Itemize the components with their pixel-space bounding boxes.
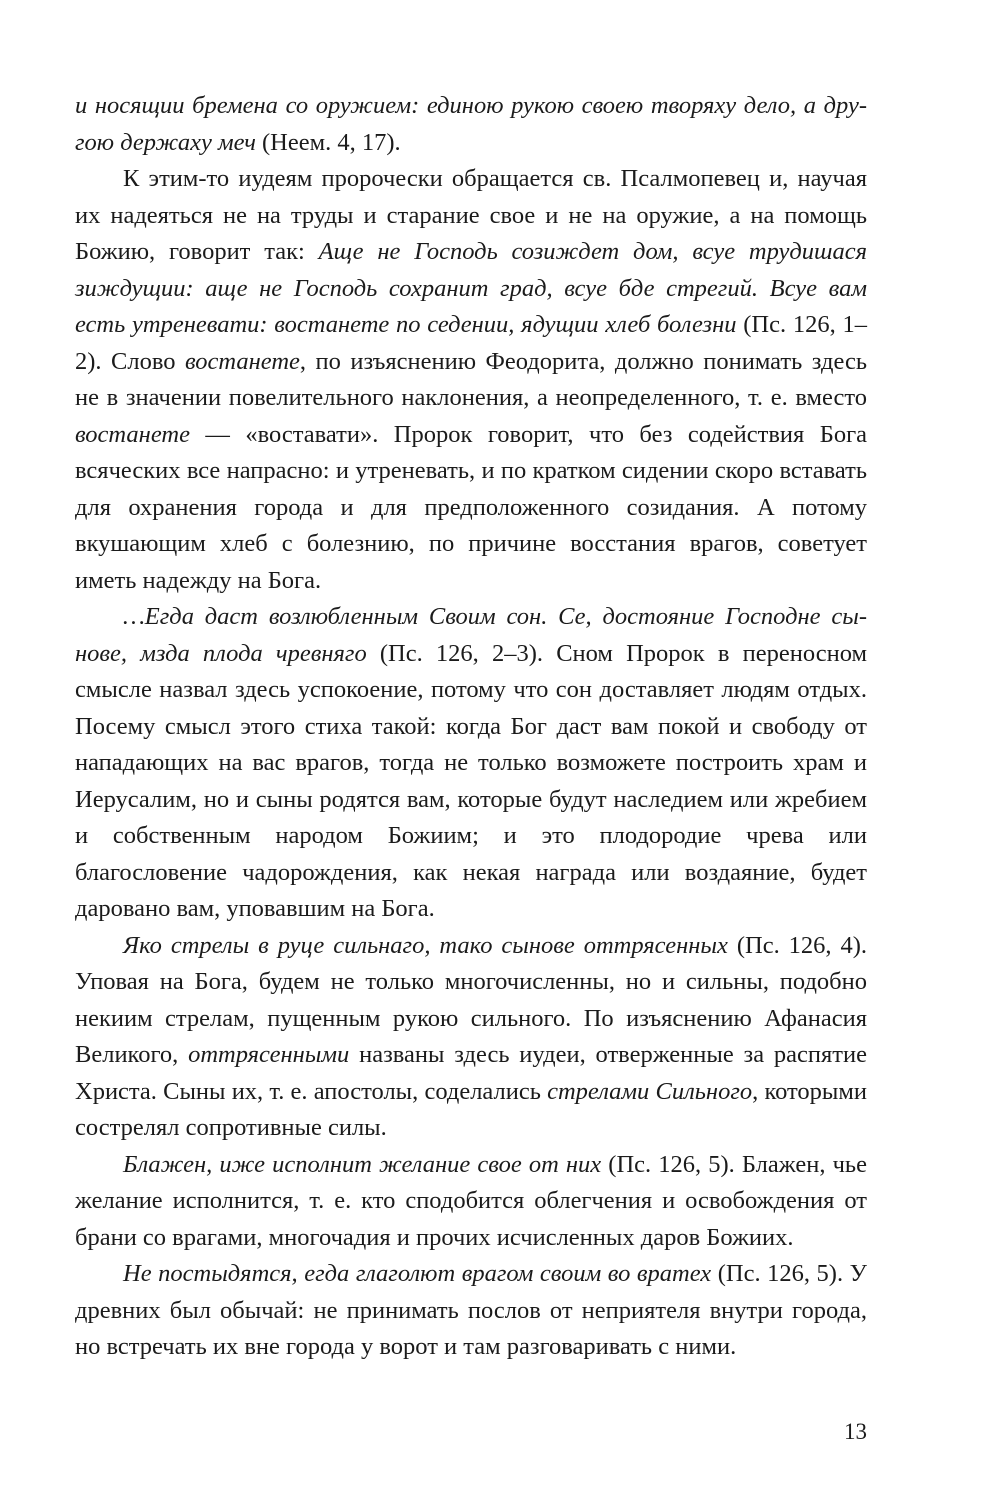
italic-quote: Яко стрелы в руце сильнаго, тако сынове оттрясенных (123, 931, 728, 959)
italic-quote: Не постыдятся, егда глаголют врагом своим во вратех (123, 1260, 712, 1287)
paragraph-4 (75, 928, 867, 1147)
paragraph-6 (75, 1256, 867, 1366)
italic-quote: востанете (184, 347, 300, 375)
italic-quote: …Егда даст возлюбленным Своим сон. Се, достояние Господне сынове, мзда плода чревняго (75, 603, 867, 667)
page-number: 13 (844, 1419, 867, 1444)
italic-quote: стрелами Сильного (547, 1077, 753, 1105)
paragraph-3 (75, 599, 867, 928)
italic-quote: Аще не Господь созиждет дом, всуе трудишася зиждущии: аще не Господь сохранит град, всуе бде стрегий. Всуе вам есть утреневати: востанете по седении, ядущии хлеб болезни (75, 238, 867, 338)
text-run: (Пс. 126, 2–3). Сном Пророк в переносном смысле назвал здесь успокоение, потому что сон доставляет людям отдых. Посему смысл этого стиха такой: когда Бог даст вам покой и свободу от нападающих на вас врагов, тогда не только возможете построить храм и Иерусалим, но и сыны родятся вам, которые будут наследием или жребием и собственным народом Божиим; и это плодородие чрева или благословение чадорождения, как некая награда или воздаяние, будет даровано вам, уповавшим на Бога. (75, 639, 867, 922)
paragraph-5 (75, 1147, 867, 1257)
paragraph-2 (75, 161, 867, 599)
italic-quote: оттрясенными (188, 1041, 350, 1068)
text-run: , по изъяснению Феодорита, должно понимать здесь не в значении повелительного наклонения, а неопределенного, т. е. вместо (75, 347, 867, 411)
text-run: (Пс. 126, 4). Уповая на Бога, будем не только многочисленны, но и сильны, подобно некиим стрелам, пущенным рукою сильного. По изъяснению Афанасия Великого, (75, 931, 867, 1068)
paragraph-1 (75, 88, 867, 161)
text-run: (Пс. 126, 5). Блажен, чье желание исполнится, т. е. кто сподобится облегчения и освобождения от брани со врагами, многочадия и прочих исчисленных даров Божиих. (75, 1150, 867, 1251)
text-run: (Пс. 126, 5). У древних был обычай: не принимать послов от неприятеля внутри города, но встречать их вне города у ворот и там разговаривать с ними. (75, 1260, 867, 1360)
body-text (75, 88, 867, 1366)
text-run: названы здесь иудеи, отверженные за распятие Христа. Сыны их, т. е. апостолы, соделались (75, 1041, 867, 1105)
text-run: К этим-то иудеям пророчески обращается св. Псалмопевец и, научая их надеяться не на труды и старание свое и не на оружие, а на помощь Божию, говорит так: (75, 165, 867, 265)
text-run: (Пс. 126, 1–2). Слово (75, 311, 867, 375)
text-run: — «воставати». Пророк говорит, что без содействия Бога всяческих все напрасно: и утреневать, и по кратком сидении скоро вставать для охранения города и для предположенного созидания. А потому вкушающим хлеб с болезнию, по причине восстания врагов, советует иметь надежду на Бога. (75, 420, 867, 594)
text-run: , которыми сострелял сопротивные силы. (75, 1077, 868, 1141)
italic-quote: Блажен, иже исполнит желание свое от них (123, 1150, 602, 1178)
italic-quote: востанете (75, 420, 190, 448)
italic-quote: и носящии бремена со оружием: единою рукою своею творяху дело, а другою держаху меч (75, 92, 867, 156)
text-run: (Неем. 4, 17). (255, 128, 401, 156)
